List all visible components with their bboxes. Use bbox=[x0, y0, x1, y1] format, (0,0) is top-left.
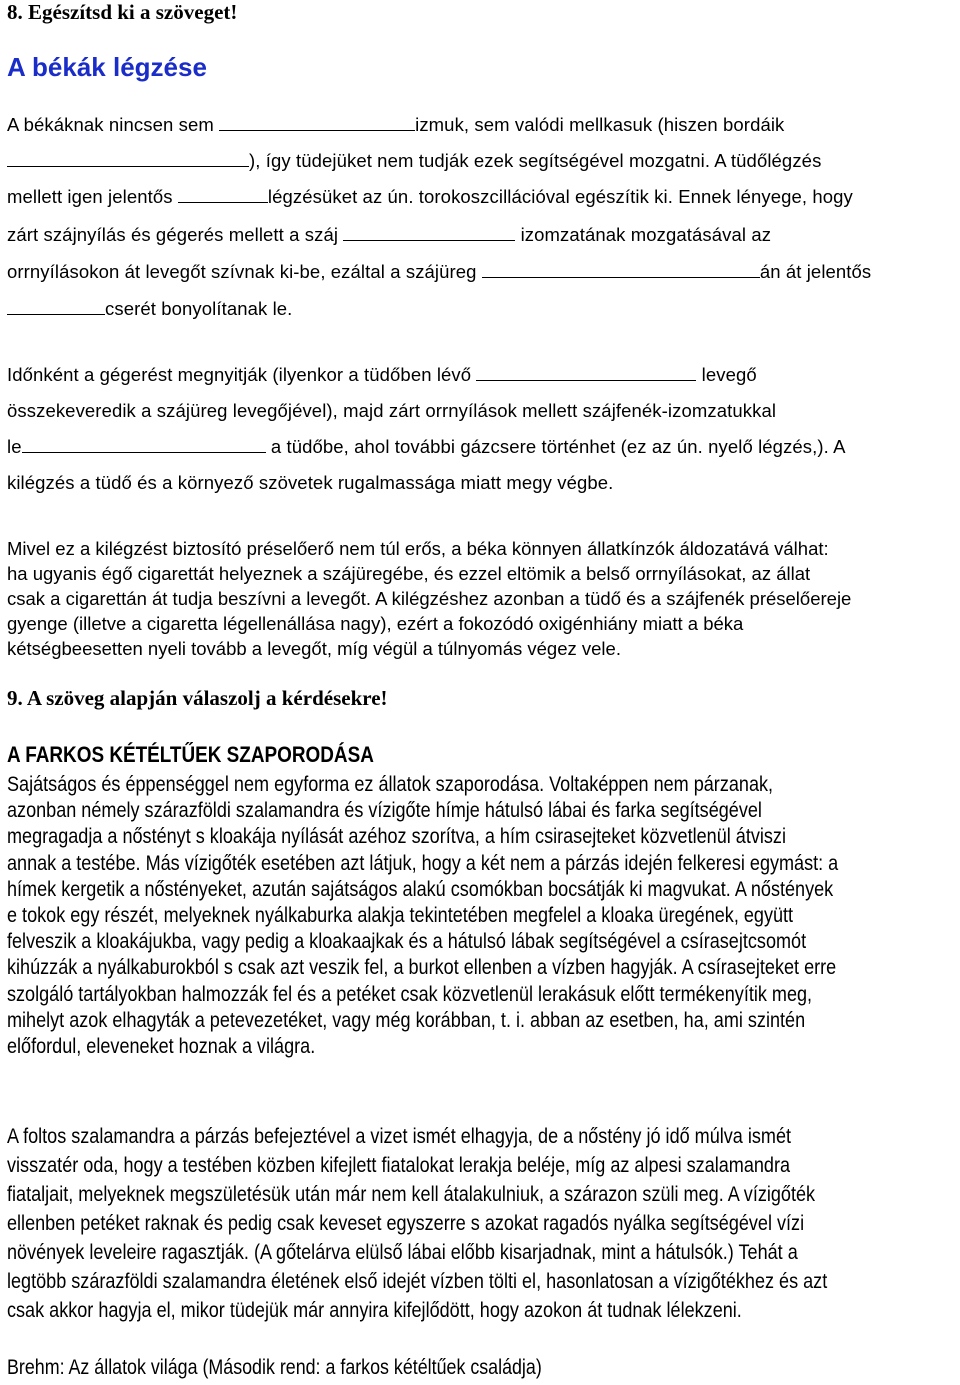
text-line: növények leveleire ragasztják. (A gőtelárva elülső lábai előbb kisarjadnak, mint a hátulsók.) Tehát a bbox=[7, 1241, 798, 1264]
text-line: azonban némely szárazföldi szalamandra és vízigőte hímje hátulsó lábai és farka segítségével bbox=[7, 799, 762, 823]
text-line: A foltos szalamandra a párzás befejeztével a vizet ismét elhagyja, de a nőstény jó idő múlva ismét bbox=[7, 1125, 792, 1148]
blank-field[interactable] bbox=[343, 239, 515, 241]
text-line: mihelyt azok elhagyták a petevezetéket, vagy még korábban, t. i. abban az esetben, ha, ami szintén bbox=[7, 1008, 806, 1032]
fill-line bbox=[7, 150, 821, 172]
source-citation: Brehm: Az állatok világa (Második rend: a farkos kétéltűek családja) bbox=[7, 1356, 542, 1379]
fill-line bbox=[7, 364, 757, 386]
text-line: legtöbb szárazföldi szalamandra életének első idejét vízben tölti el, hasonlatosan a vízigőtékhez és azt bbox=[7, 1270, 828, 1293]
text-segment: izomzatának mozgatásával az bbox=[520, 224, 772, 245]
text-line: előfordul, eleveneket hoznak a világra. bbox=[7, 1035, 316, 1058]
fill-line bbox=[7, 298, 292, 320]
text-segment: légzésüket az ún. torokoszcillációval egészítik ki. Ennek lényege, hogy bbox=[267, 186, 853, 207]
fill-line bbox=[7, 436, 846, 458]
text-line: Mivel ez a kilégzést biztosító préselőerő nem túl erős, a béka könnyen állatkínzók áldozatává válhat: bbox=[7, 538, 829, 559]
text-segment: A békáknak nincsen sem bbox=[7, 114, 214, 135]
text-segment: izmuk, sem valódi mellkasuk (hiszen bordáik bbox=[415, 114, 785, 135]
text-line: gyenge (illetve a cigaretta légellenállása nagy), ezért a fokozódó oxigénhiány miatt a béka bbox=[7, 613, 744, 634]
text-segment: mellett igen jelentős bbox=[7, 186, 173, 207]
blank-field[interactable] bbox=[219, 129, 415, 131]
blank-field[interactable] bbox=[22, 451, 266, 453]
fill-line bbox=[7, 224, 771, 246]
blank-field[interactable] bbox=[178, 201, 268, 203]
text-line: csak akkor hagyja el, mikor tüdejük már annyira kifejlődött, hogy azokon át tudnak lélekzeni. bbox=[7, 1299, 742, 1322]
text-segment: orrnyílásokon át levegőt szívnak ki-be, ezáltal a szájüreg bbox=[7, 261, 477, 282]
text-line: csak a cigarettán át tudja beszívni a levegőt. A kilégzéshez azonban a tüdő és a szájfenék préselőereje bbox=[7, 588, 852, 609]
task8-title: A békák légzése bbox=[7, 52, 207, 82]
fill-line bbox=[7, 186, 853, 208]
text-line: e tokok egy részét, melyeknek nyálkaburka alakja tekintetében megfelel a kloaka üregének, együtt bbox=[7, 904, 794, 927]
text-line: összekeveredik a szájüreg levegőjével), majd zárt orrnyílások mellett szájfenék-izomzatukkal bbox=[7, 400, 777, 421]
text-line: ellenben petéket raknak és pedig csak keveset egyszerre s azokat ragadós nyálka segítségével vízi bbox=[7, 1212, 805, 1235]
task9-title: A FARKOS KÉTÉLTŰEK SZAPORODÁSA bbox=[7, 742, 374, 767]
text-line: megragadja a nőstényt s kloakája nyílását azéhoz szorítva, a hím csirasejteket közvetlenül átviszi bbox=[7, 825, 786, 849]
blank-field[interactable] bbox=[7, 165, 249, 167]
text-segment: le bbox=[7, 436, 22, 457]
text-line: annak a testébe. Más vízigőték esetében azt látjuk, hogy a két nem a párzás idején felkeresi egymást: a bbox=[7, 851, 839, 875]
task9-heading: 9. A szöveg alapján válaszolj a kérdésekre! bbox=[7, 686, 388, 710]
fill-line bbox=[7, 261, 871, 283]
text-segment: ), így tüdejüket nem tudják ezek segítségével mozgatni. A tüdőlégzés bbox=[249, 150, 822, 171]
text-line: visszatér oda, hogy a testében közben kifejlett fiatalokat lerakja beléje, míg az alpesi szalamandra bbox=[7, 1154, 791, 1177]
text-segment: zárt szájnyílás és gégerés mellett a száj bbox=[7, 224, 339, 245]
text-segment: Időnként a gégerést megnyitják (ilyenkor a tüdőben lévő bbox=[7, 364, 472, 385]
text-line: kihúzzák a nyálkaburokból s csak azt veszik fel, a burkot ellenben a vízben hagyják. A csírasejteket erre bbox=[7, 956, 837, 980]
text-line: kilégzés a tüdő és a környező szövetek rugalmassága miatt megy végbe. bbox=[7, 472, 614, 493]
text-line: Sajátságos és éppenséggel nem egyforma ez állatok szaporodása. Voltaképpen nem párzanak, bbox=[7, 773, 774, 796]
fill-line bbox=[7, 114, 784, 136]
text-line: ha ugyanis égő cigarettát helyeznek a szájüregébe, és ezzel eltömik a belső orrnyílásokat, az állat bbox=[7, 563, 811, 584]
text-segment: levegő bbox=[701, 364, 757, 385]
blank-field[interactable] bbox=[7, 313, 105, 315]
text-segment: a tüdőbe, ahol további gázcsere történhet (ez az ún. nyelő légzés,). A bbox=[270, 436, 846, 457]
task8-heading: 8. Egészítsd ki a szöveget! bbox=[7, 0, 238, 24]
text-segment: cserét bonyolítanak le. bbox=[105, 298, 293, 319]
text-line: felveszik a kloakájukba, vagy pedig a kloakaajkak és a hátulsó lábak segítségével a csírasejtcsomót bbox=[7, 930, 807, 954]
blank-field[interactable] bbox=[476, 379, 696, 381]
text-line: fiataljait, melyeknek megszületésük után már nem kell átalakulniuk, a szárazon szüli meg. A vízigőték bbox=[7, 1183, 816, 1206]
text-line: kétségbeesetten nyeli tovább a levegőt, míg végül a túlnyomás végez vele. bbox=[7, 638, 621, 659]
blank-field[interactable] bbox=[482, 276, 760, 278]
text-segment: án át jelentős bbox=[759, 261, 872, 282]
text-line: szolgáló tartályokban halmozzák fel és a petéket csak közvetlenül lerakásuk előtt termékenyítik meg, bbox=[7, 982, 813, 1006]
text-line: hímek kergetik a nőstényeket, azután sajátságos alakú csomókban bocsátják ki magvukat. A nőstények bbox=[7, 877, 834, 901]
